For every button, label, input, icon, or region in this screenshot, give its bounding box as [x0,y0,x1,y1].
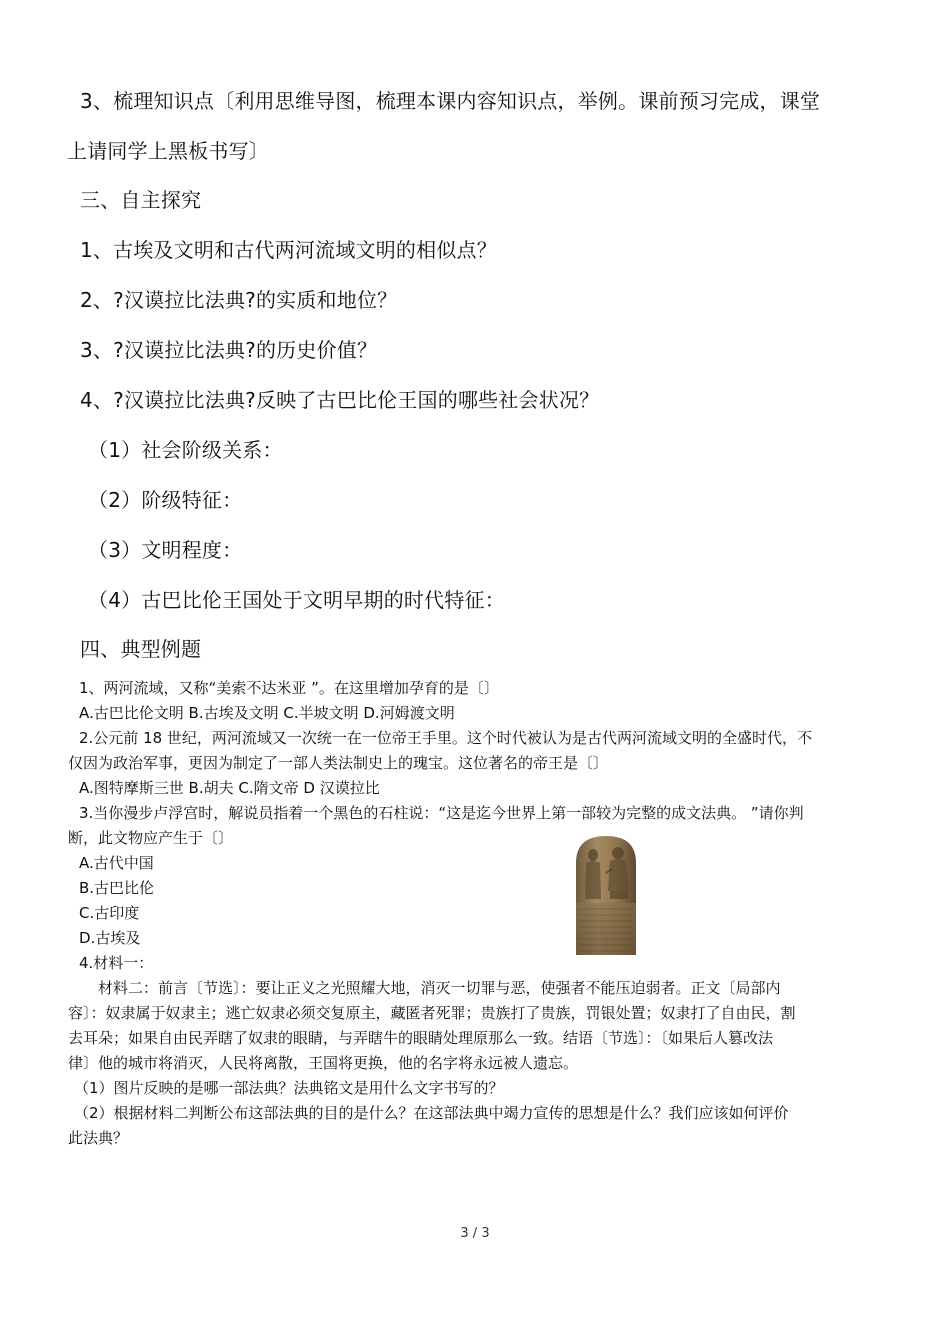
example-4-title: 4.材料一： [79,954,154,972]
section-3-question-2: 2、?汉谟拉比法典?的实质和地位？ [80,288,398,312]
example-4-material-2-line-2: 容〕：奴隶属于奴隶主；逃亡奴隶必须交复原主，藏匿者死罪；贵族打了贵族，罚银处置；奴隶打了自由民，割 [68,1004,796,1022]
section-3-question-4: 4、?汉谟拉比法典?反映了古巴比伦王国的哪些社会状况？ [80,388,600,412]
section-4-heading: 四、典型例题 [80,637,202,661]
page-number: 3 / 3 [460,1226,490,1241]
section-3-question-3: 3、?汉谟拉比法典?的历史价值？ [80,338,378,362]
example-3-option-b: B.古巴比伦 [79,879,155,897]
item-3-line-1: 3、梳理知识点〔利用思维导图，梳理本课内容知识点，举例。课前预习完成，课堂 [80,89,821,113]
example-1-options: A.古巴比伦文明 B.古埃及文明 C.半坡文明 D.河姆渡文明 [79,704,455,722]
example-2-options: A.图特摩斯三世 B.胡夫 C.隋文帝 D 汉谟拉比 [79,779,380,797]
example-3-option-a: A.古代中国 [79,854,154,872]
example-4-question-1: （1）图片反映的是哪一部法典？法典铭文是用什么文字书写的？ [74,1079,504,1097]
hammurabi-stele-image [566,833,646,955]
example-3-option-c: C.古印度 [79,904,140,922]
example-4-question-2-line-2: 此法典？ [68,1129,129,1147]
example-1-question: 1、两河流域，又称“美索不达米亚 ”。在这里增加孕育的是〔〕 [79,679,499,697]
example-4-material-2-line-1: 材料二：前言〔节选〕：要让正义之光照耀大地，消灭一切罪与恶，使强者不能压迫弱者。正文〔局部内 [98,979,781,997]
example-2-question-line-1: 2.公元前 18 世纪，两河流域又一次统一在一位帝王手里。这个时代被认为是古代两河流域文明的全盛时代，不 [79,729,812,747]
section-3-heading: 三、自主探究 [80,188,202,212]
example-3-option-d: D.古埃及 [79,929,141,947]
section-3-sub-4: （4）古巴比伦王国处于文明早期的时代特征： [88,588,505,612]
example-3-question-line-1: 3.当你漫步卢浮宫时，解说员指着一个黑色的石柱说：“这是迄今世界上第一部较为完整的成文法典。 ”请你判 [79,804,804,822]
section-3-question-1: 1、古埃及文明和古代两河流域文明的相似点？ [80,238,497,262]
example-4-material-2-line-4: 律〕他的城市将消灭，人民将离散，王国将更换，他的名字将永远被人遗忘。 [68,1054,579,1072]
example-4-material-2-line-3: 去耳朵；如果自由民弄瞎了奴隶的眼睛，与弄瞎牛的眼睛处理原那么一致。结语〔节选〕：〔如果后人篡改法 [68,1029,774,1047]
item-3-line-2: 上请同学上黑板书写〕 [67,139,269,163]
example-2-question-line-2: 仅因为政治军事，更因为制定了一部人类法制史上的瑰宝。这位著名的帝王是〔〕 [68,754,609,772]
section-3-sub-1: （1）社会阶级关系： [88,438,283,462]
example-3-question-line-2: 断，此文物应产生于〔〕 [68,829,234,847]
section-3-sub-3: （3）文明程度： [88,538,243,562]
section-3-sub-2: （2）阶级特征： [88,488,243,512]
example-4-question-2-line-1: （2）根据材料二判断公布这部法典的目的是什么？在这部法典中竭力宣传的思想是什么？我们应该如何评价 [74,1104,789,1122]
